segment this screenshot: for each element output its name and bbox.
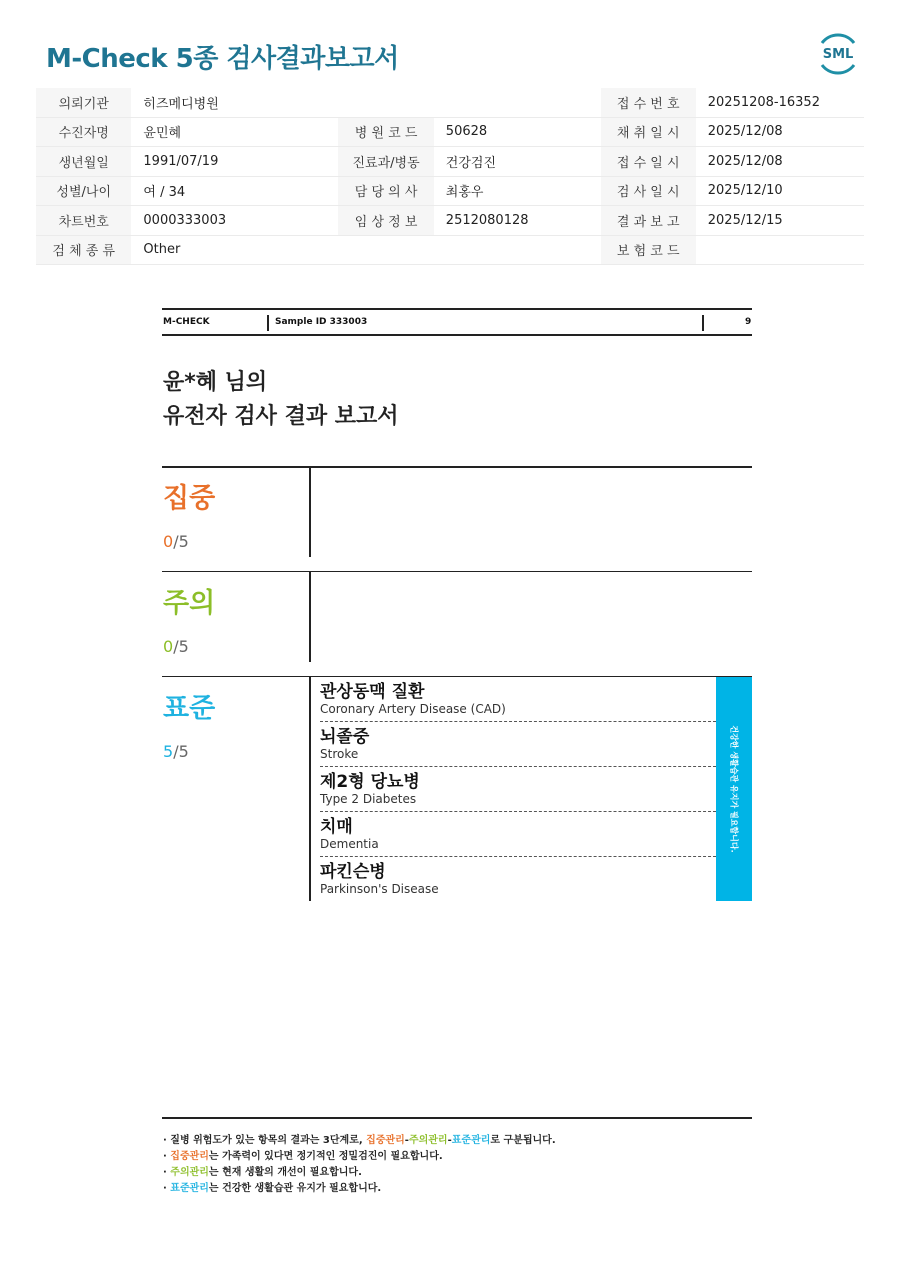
footer-rule xyxy=(162,1117,752,1119)
section-rule xyxy=(162,466,752,468)
info-label: 검 사 일 시 xyxy=(601,176,696,206)
disease-name-en: Coronary Artery Disease (CAD) xyxy=(320,702,506,716)
disease-name-en: Stroke xyxy=(320,747,359,761)
disease-item-parkinsons xyxy=(320,862,716,897)
note-line-2: · 집중관리는 가족력이 있다면 정기적인 정밀검진이 필요합니다. xyxy=(163,1151,443,1162)
info-value: 2025/12/15 xyxy=(696,206,864,236)
info-label: 담 당 의 사 xyxy=(338,176,433,206)
report-heading-name: 윤*혜 님의 xyxy=(163,370,268,395)
info-value: 여 / 34 xyxy=(131,176,338,206)
info-label: 임 상 정 보 xyxy=(338,206,433,236)
caution-category-label: 주의 xyxy=(163,588,216,619)
info-value: 20251208-16352 xyxy=(696,88,864,117)
info-label: 진료과/병동 xyxy=(338,147,433,177)
info-label: 의뢰기관 xyxy=(36,88,131,117)
info-label: 결 과 보 고 xyxy=(601,206,696,236)
info-value: 2025/12/10 xyxy=(696,176,864,206)
info-value: Other xyxy=(131,235,338,265)
report-title: M-Check 5종 검사결과보고서 xyxy=(46,44,399,74)
sample-id: Sample ID 333003 xyxy=(275,317,368,327)
report-heading-title: 유전자 검사 결과 보고서 xyxy=(163,404,399,429)
info-value: 2025/12/08 xyxy=(696,117,864,147)
page-number: 9 xyxy=(745,317,752,327)
focus-category-label: 집중 xyxy=(163,483,216,514)
section-divider xyxy=(309,677,311,901)
disease-name-en: Dementia xyxy=(320,837,379,851)
info-label: 병 원 코 드 xyxy=(338,117,433,147)
info-label xyxy=(338,88,433,117)
disease-divider xyxy=(320,766,716,767)
note-line-4: · 표준관리는 건강한 생활습관 유지가 필요합니다. xyxy=(163,1183,382,1194)
info-value: 2025/12/08 xyxy=(696,147,864,177)
info-value: 윤민혜 xyxy=(131,117,338,147)
info-value xyxy=(434,88,601,117)
info-label xyxy=(338,235,433,265)
info-value: 최홍우 xyxy=(434,176,601,206)
standard-score: 5/5 xyxy=(163,742,189,761)
section-divider xyxy=(309,572,311,662)
info-row xyxy=(36,88,864,117)
info-value: 건강검진 xyxy=(434,147,601,177)
info-label: 생년월일 xyxy=(36,147,131,177)
info-label: 검 체 종 류 xyxy=(36,235,131,265)
disease-divider xyxy=(320,721,716,722)
disease-name-ko: 뇌졸중 xyxy=(320,727,370,747)
info-value: 2512080128 xyxy=(434,206,601,236)
section-divider xyxy=(309,467,311,557)
info-label: 보 험 코 드 xyxy=(601,235,696,265)
focus-score: 0/5 xyxy=(163,532,189,551)
section-rule xyxy=(162,676,752,677)
info-value xyxy=(434,235,601,265)
disease-item-dementia xyxy=(320,817,716,852)
disease-name-ko: 치매 xyxy=(320,817,353,837)
disease-item-diabetes xyxy=(320,772,716,807)
disease-item-cad xyxy=(320,682,716,717)
info-label: 접 수 일 시 xyxy=(601,147,696,177)
patient-info-table xyxy=(36,88,864,265)
standard-category-label: 표준 xyxy=(163,693,216,724)
disease-name-ko: 제2형 당뇨병 xyxy=(320,772,420,792)
info-label: 채 취 일 시 xyxy=(601,117,696,147)
note-line-1: · 질병 위험도가 있는 항목의 결과는 3단계로, 집중관리-주의관리-표준관리로 구분됩니다. xyxy=(163,1135,556,1146)
disease-name-en: Parkinson's Disease xyxy=(320,882,439,896)
report-product: M-CHECK xyxy=(163,317,210,327)
disease-item-stroke xyxy=(320,727,716,762)
info-value: 1991/07/19 xyxy=(131,147,338,177)
info-row xyxy=(36,235,864,265)
disease-name-ko: 관상동맥 질환 xyxy=(320,682,425,702)
note-line-3: · 주의관리는 현재 생활의 개선이 필요합니다. xyxy=(163,1167,362,1178)
info-value: 0000333003 xyxy=(131,206,338,236)
info-label: 차트번호 xyxy=(36,206,131,236)
sml-logo xyxy=(814,29,862,77)
report-header-rule xyxy=(162,334,752,336)
disease-divider xyxy=(320,856,716,857)
disease-divider xyxy=(320,811,716,812)
info-label: 성별/나이 xyxy=(36,176,131,206)
info-row xyxy=(36,147,864,177)
info-row xyxy=(36,176,864,206)
header-divider xyxy=(702,315,704,331)
header-divider xyxy=(267,315,269,331)
disease-name-ko: 파킨슨병 xyxy=(320,862,386,882)
sml-logo-text: SML xyxy=(822,47,854,62)
legend-notes xyxy=(163,1133,556,1197)
info-value: 히즈메디병원 xyxy=(131,88,338,117)
caution-score: 0/5 xyxy=(163,637,189,656)
info-value: 50628 xyxy=(434,117,601,147)
info-row xyxy=(36,206,864,236)
standard-advice-banner xyxy=(716,677,752,901)
info-label: 수진자명 xyxy=(36,117,131,147)
info-label: 접 수 번 호 xyxy=(601,88,696,117)
report-top-rule xyxy=(162,308,752,310)
disease-name-en: Type 2 Diabetes xyxy=(320,792,417,806)
standard-advice-text: 건강한 생활습관 유지가 필요합니다. xyxy=(729,725,739,853)
section-rule xyxy=(162,571,752,572)
info-value xyxy=(696,235,864,265)
info-row xyxy=(36,117,864,147)
